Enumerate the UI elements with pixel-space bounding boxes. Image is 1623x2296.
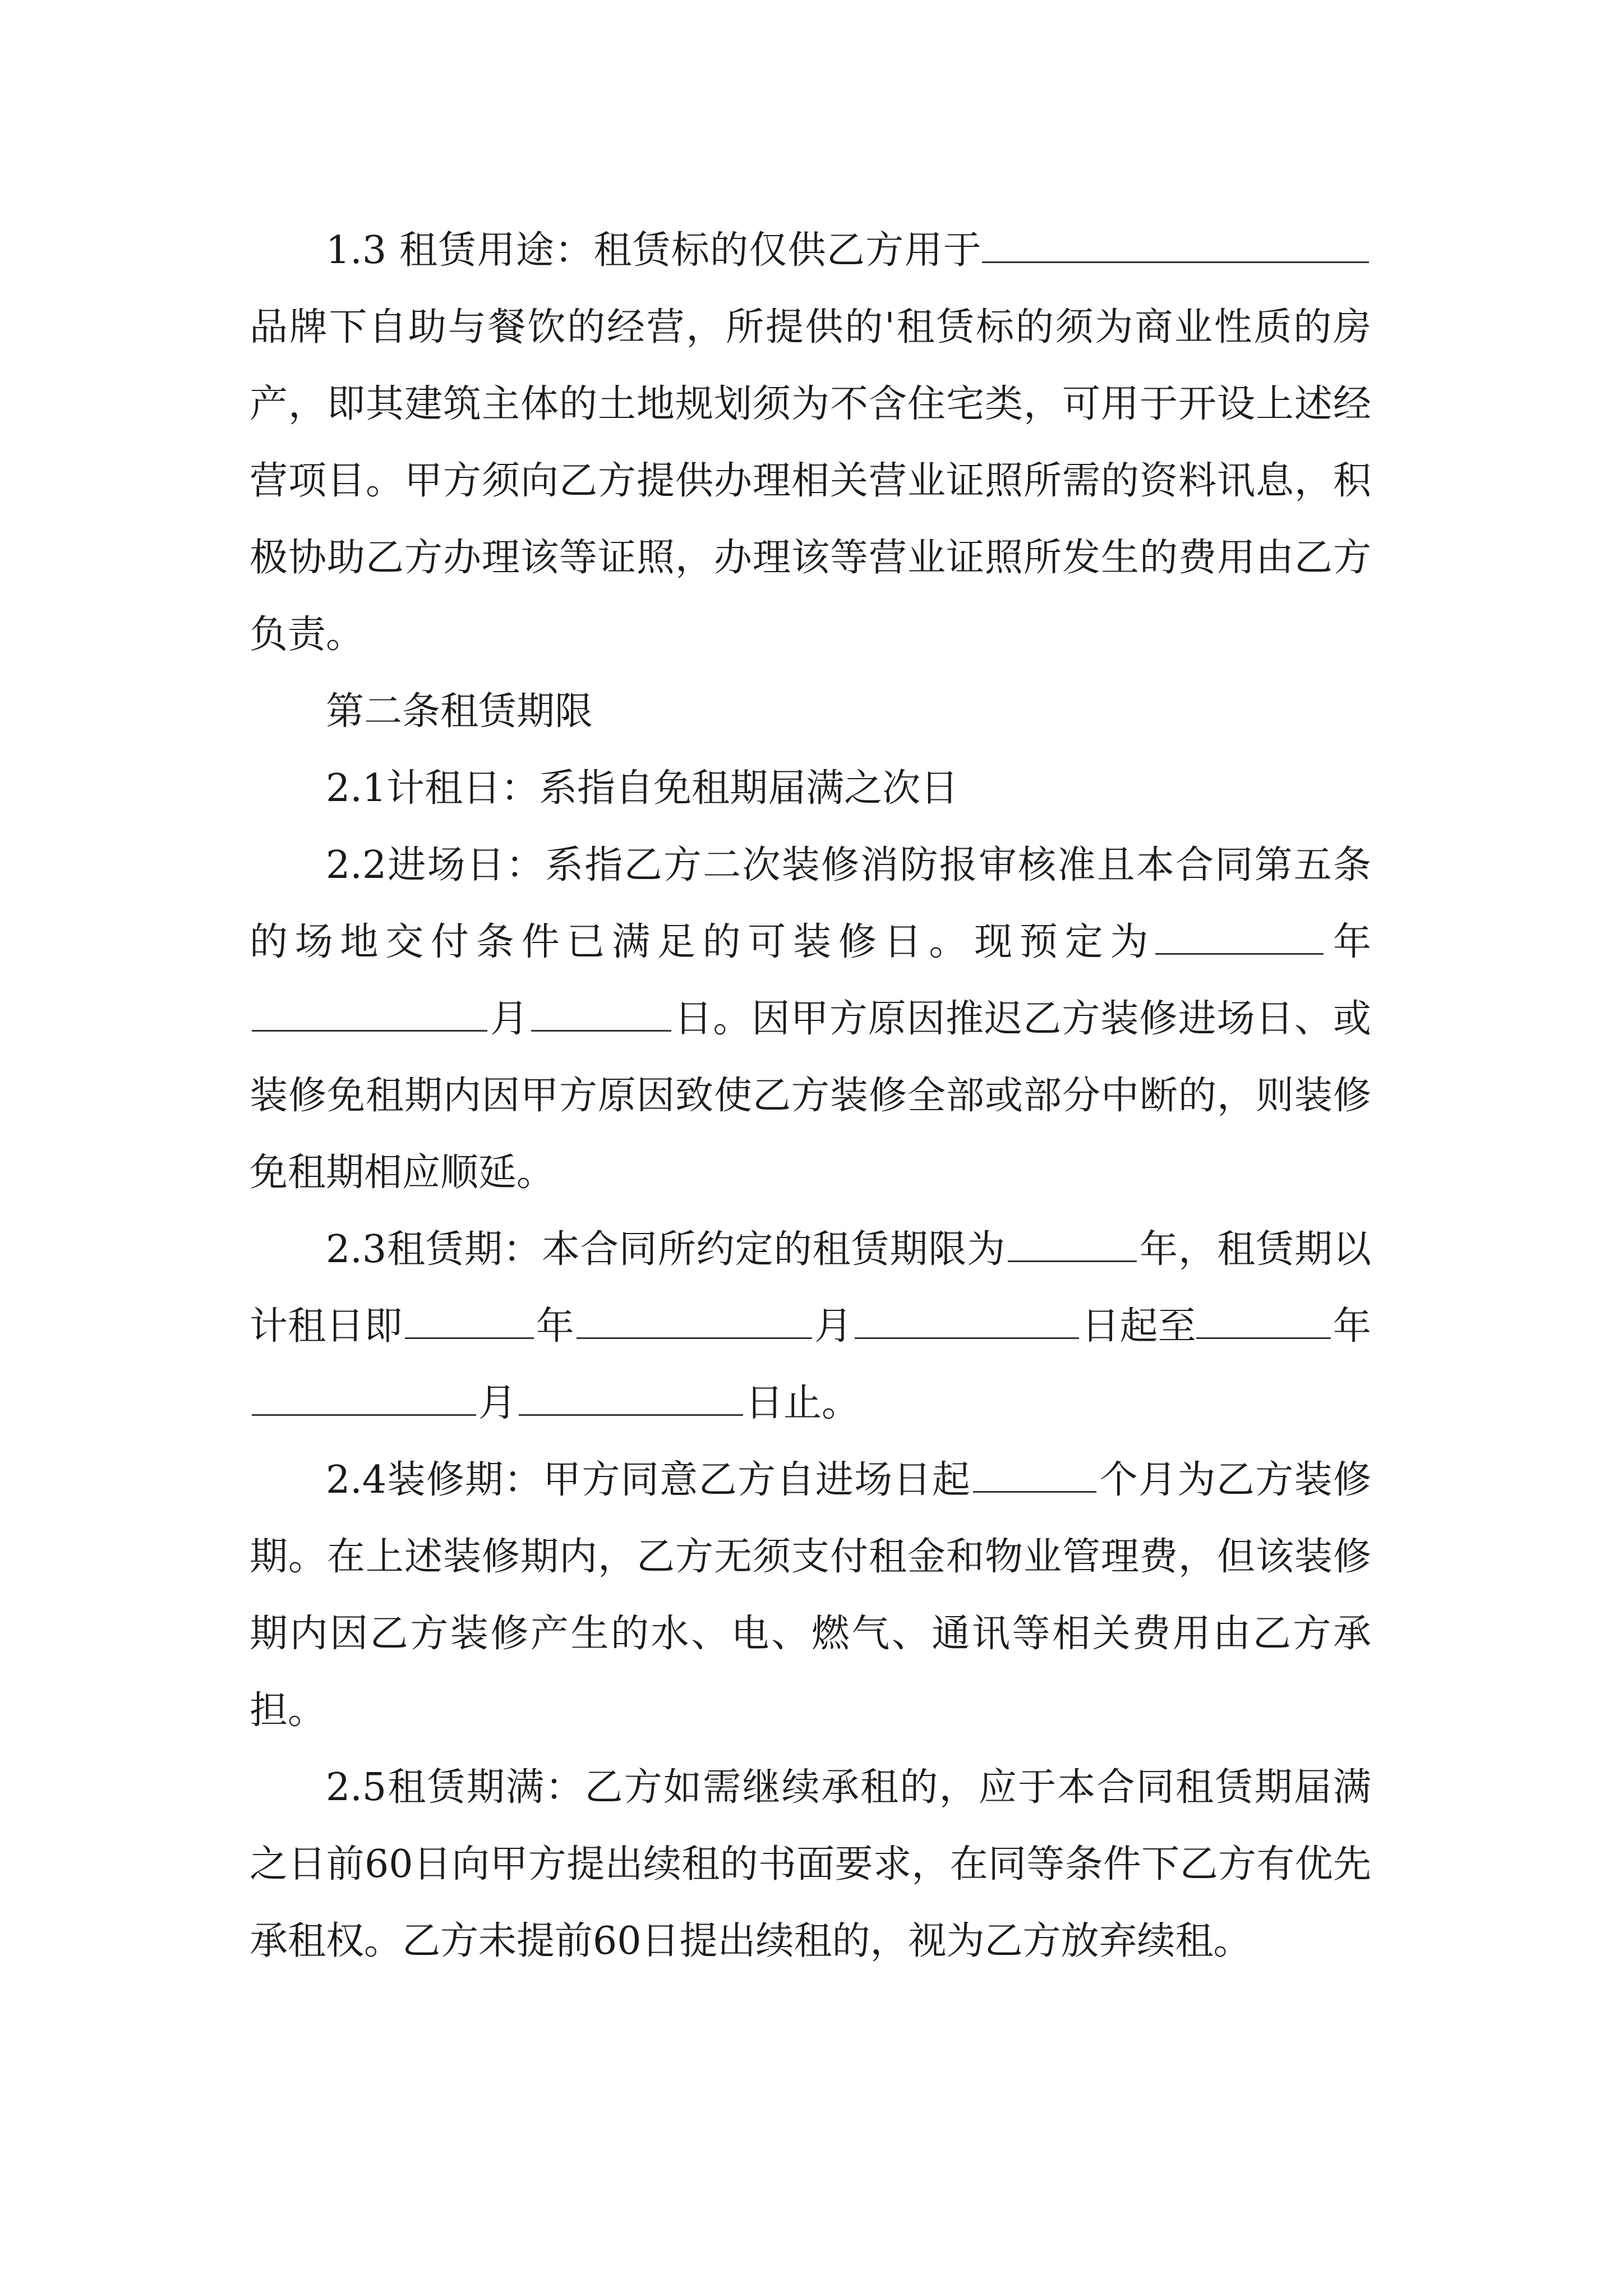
clause-2-3-mid: 年，租赁期以计租日即	[250, 1227, 1371, 1349]
end-month-label: 月	[478, 1381, 517, 1425]
entry-year-label: 年	[1326, 920, 1371, 964]
renovation-months-blank	[973, 1457, 1096, 1493]
end-year-label: 年	[1332, 1304, 1371, 1349]
start-year-label: 年	[536, 1304, 574, 1349]
end-day-blank	[519, 1381, 743, 1416]
clause-2-5: 2.5租赁期满：乙方如需继续承租的，应于本合同租赁期届满之日前60日向甲方提出续租的书面要求，在同等条件下乙方有优先承租权。乙方未提前60日提出续租的，视为乙方放弃续租。	[250, 1765, 1371, 1963]
entry-month-label: 月	[490, 997, 529, 1041]
document-body	[250, 212, 1371, 1980]
clause-2-3-suffix: 日止。	[745, 1381, 860, 1425]
clause-1-3-prefix: 1.3 租赁用途：租赁标的仅供乙方用于	[326, 228, 982, 273]
brand-blank	[982, 228, 1369, 263]
end-year-blank	[1196, 1304, 1331, 1339]
clause-2-2-suffix: 日。因甲方原因推迟乙方装修进场日、或装修免租期内因甲方原因致使乙方装修全部或部分中断的，则装修免租期相应顺延。	[250, 997, 1371, 1195]
article-2-heading: 第二条租赁期限	[326, 689, 593, 734]
lease-years-blank	[1008, 1227, 1137, 1262]
clause-2-3	[250, 1211, 1371, 1442]
entry-month-blank	[252, 996, 487, 1032]
start-day-blank	[855, 1304, 1079, 1339]
clause-2-4-suffix: 个月为乙方装修期。在上述装修期内，乙方无须支付租金和物业管理费，但该装修期内因乙方装修产生的水、电、燃气、通讯等相关费用由乙方承担。	[250, 1458, 1371, 1733]
start-day-label: 日起至	[1081, 1304, 1196, 1349]
start-month-label: 月	[814, 1304, 853, 1349]
entry-day-blank	[531, 996, 671, 1032]
end-month-blank	[252, 1381, 476, 1416]
clause-2-1: 2.1计租日：系指自免租期届满之次日	[326, 766, 959, 811]
clause-2-4-prefix: 2.4装修期：甲方同意乙方自进场日起	[326, 1458, 971, 1502]
clause-2-3-prefix: 2.3租赁期：本合同所约定的租赁期限为	[326, 1227, 1006, 1272]
clause-2-4	[250, 1442, 1371, 1749]
entry-year-blank	[1155, 919, 1324, 955]
clause-1-3	[250, 212, 1371, 673]
start-month-blank	[577, 1304, 812, 1339]
clause-1-3-suffix: 品牌下自助与餐饮的经营，所提供的'租赁标的须为商业性质的房产，即其建筑主体的土地规划须为不含住宅类，可用于开设上述经营项目。甲方须向乙方提供办理相关营业证照所需的资料讯息，积极协助乙方办理该等证照，办理该等营业证照所发生的费用由乙方负责。	[250, 305, 1371, 657]
start-year-blank	[405, 1304, 534, 1339]
clause-2-2	[250, 827, 1371, 1211]
clause-2-2-prefix: 2.2进场日：系指乙方二次装修消防报审核准且本合同第五条的场地交付条件已满足的可装修日。现预定为	[250, 843, 1371, 964]
